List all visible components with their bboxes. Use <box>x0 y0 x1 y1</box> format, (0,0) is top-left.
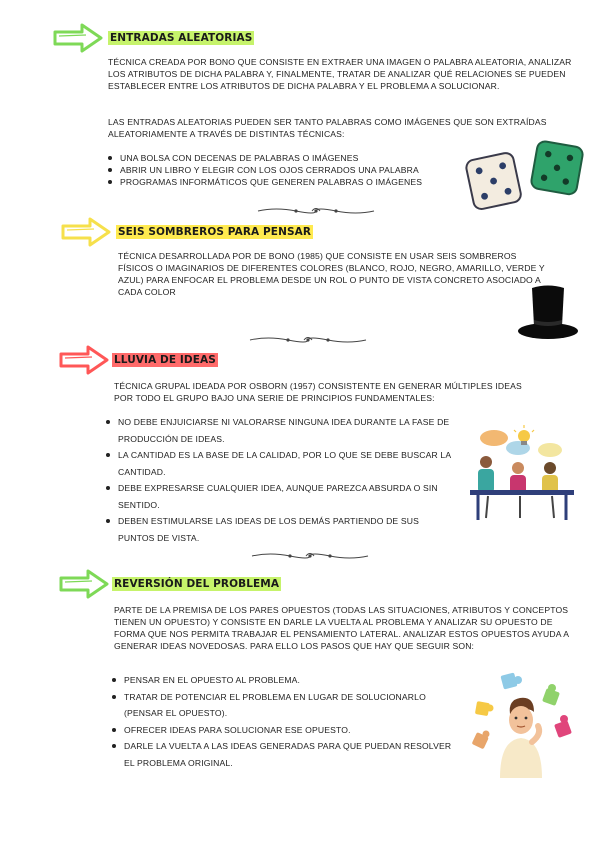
decorative-divider <box>256 205 376 217</box>
red-arrow-icon <box>58 344 110 376</box>
green-arrow-icon <box>58 568 110 600</box>
brainstorm-group-illustration <box>466 424 578 524</box>
list-item: DEBEN ESTIMULARSE LAS IDEAS DE LOS DEMÁS PARTIENDO DE SUS PUNTOS DE VISTA. <box>104 513 454 546</box>
sombreros-paragraph: TÉCNICA DESARROLLADA POR DE BONO (1985) QUE CONSISTE EN USAR SEIS SOMBREROS FÍSICOS O IMAGINARIOS DE DIFERENTES COLORES (BLANCO, ROJO, NEGRO, AMARILLO, VERDE Y AZUL) PARA ENFOCAR EL PROBLEMA DESDE UN ROL O PUNTO DE VISTA CONCRETO ASOCIADO A CADA COLOR <box>118 251 545 297</box>
reversion-paragraph: PARTE DE LA PREMISA DE LOS PARES OPUESTOS (TODAS LAS SITUACIONES, ATRIBUTOS Y CONCEPTOS TIENEN UN OPUESTO) Y CONSISTE EN DARLE LA VUELTA AL PROBLEMA Y ANALIZAR SU OPUESTO DE FORMA QUE NOS PERMITA TRABAJAR EL PENSAMIENTO LATERAL. ANALIZAR ESTOS OPUESTOS AYUDA A GENERAR IDEAS NOVEDOSAS. PARA ELLO LOS PASOS QUE HAY QUE SEGUIR SON: <box>114 605 569 651</box>
section-heading-sombreros: SEIS SOMBREROS PARA PENSAR <box>118 226 312 238</box>
entradas-bullet-list <box>106 152 466 188</box>
list-item: OFRECER IDEAS PARA SOLUCIONAR ESE OPUESTO. <box>110 722 460 739</box>
list-item: LA CANTIDAD ES LA BASE DE LA CALIDAD, POR LO QUE SE DEBE BUSCAR LA CANTIDAD. <box>104 447 454 480</box>
list-item: DEBE EXPRESARSE CUALQUIER IDEA, AUNQUE PAREZCA ABSURDA O SIN SENTIDO. <box>104 480 454 513</box>
entradas-paragraph-1: TÉCNICA CREADA POR BONO QUE CONSISTE EN EXTRAER UNA IMAGEN O PALABRA ALEATORIA, ANALIZAR LOS ATRIBUTOS DE DICHA PALABRA Y, FINALMENTE, TRATAR DE ANALIZAR QUÉ RELACIONES SE PUEDEN ESTABLECER ENTRE LOS ATRIBUTOS DE DICHA PALABRA Y EL PROBLEMA A SOLUCIONAR. <box>108 57 572 91</box>
lluvia-paragraph: TÉCNICA GRUPAL IDEADA POR OSBORN (1957) CONSISTENTE EN GENERAR MÚLTIPLES IDEAS POR TODO EL GRUPO BAJO UNA SERIE DE PRINCIPIOS FUNDAMENTALES: <box>114 381 522 403</box>
decorative-divider <box>250 550 370 562</box>
section-heading-entradas: ENTRADAS ALEATORIAS <box>110 32 253 44</box>
list-item: NO DEBE ENJUICIARSE NI VALORARSE NINGUNA IDEA DURANTE LA FASE DE PRODUCCIÓN DE IDEAS. <box>104 414 454 447</box>
list-item: TRATAR DE POTENCIAR EL PROBLEMA EN LUGAR DE SOLUCIONARLO (PENSAR EL OPUESTO). <box>110 689 460 722</box>
reversion-bullet-list <box>110 672 460 771</box>
section-heading-reversion: REVERSIÓN DEL PROBLEMA <box>114 578 280 590</box>
section-heading-lluvia: LLUVIA DE IDEAS <box>114 354 216 366</box>
green-arrow-icon <box>52 22 104 54</box>
yellow-arrow-icon <box>60 216 112 248</box>
decorative-divider <box>248 334 368 346</box>
list-item: PROGRAMAS INFORMÁTICOS QUE GENEREN PALABRAS O IMÁGENES <box>106 176 466 188</box>
puzzle-thinker-illustration <box>470 668 582 780</box>
list-item: ABRIR UN LIBRO Y ELEGIR CON LOS OJOS CERRADOS UNA PALABRA <box>106 164 466 176</box>
list-item: UNA BOLSA CON DECENAS DE PALABRAS O IMÁGENES <box>106 152 466 164</box>
list-item: DARLE LA VUELTA A LAS IDEAS GENERADAS PARA QUE PUEDAN RESOLVER EL PROBLEMA ORIGINAL. <box>110 738 460 771</box>
dice-illustration <box>464 138 588 216</box>
entradas-paragraph-2: LAS ENTRADAS ALEATORIAS PUEDEN SER TANTO PALABRAS COMO IMÁGENES QUE SON EXTRAÍDAS ALEATORIAMENTE A TRAVÉS DE DISTINTAS TÉCNICAS: <box>108 117 547 139</box>
lluvia-bullet-list <box>104 414 454 546</box>
top-hat-illustration <box>516 282 580 342</box>
list-item: PENSAR EN EL OPUESTO AL PROBLEMA. <box>110 672 460 689</box>
